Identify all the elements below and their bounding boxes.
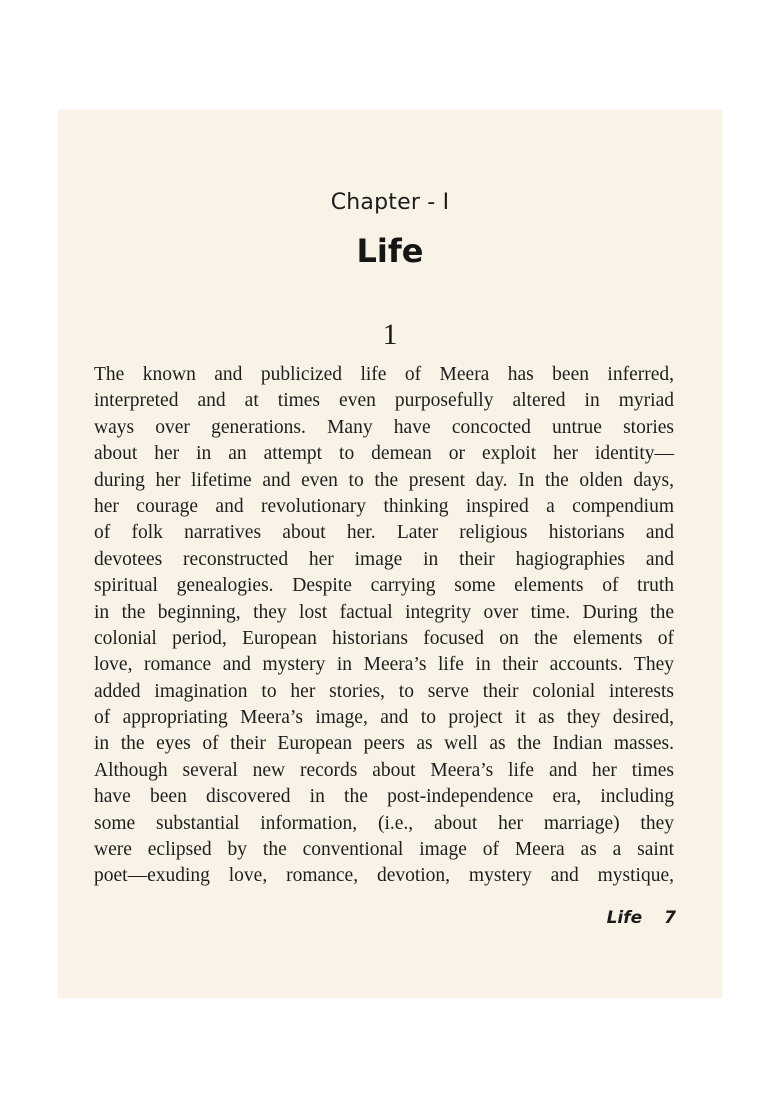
text-line: added imagination to her stories, to serve their colonial interests: [94, 680, 674, 702]
chapter-label: Chapter - I: [330, 190, 450, 215]
section-number: 1: [382, 318, 398, 351]
running-title: Life: [606, 908, 643, 928]
text-line: some substantial information, (i.e., about her marriage) they: [94, 812, 674, 834]
text-line: of folk narratives about her. Later religious historians and: [94, 522, 674, 544]
text-line: poet—exuding love, romance, devotion, mystery and mystique,: [94, 865, 674, 887]
text-line: in the beginning, they lost factual integrity over time. During the: [94, 601, 674, 623]
text-line: colonial period, European historians focused on the elements of: [94, 627, 674, 649]
page-number: 7: [664, 908, 676, 928]
text-line: Although several new records about Meera’s life and her times: [94, 759, 674, 781]
text-line: during her lifetime and even to the present day. In the olden days,: [94, 469, 674, 491]
text-line: about her in an attempt to demean or exploit her identity—: [94, 443, 674, 465]
chapter-title: Life: [356, 232, 424, 270]
text-line: her courage and revolutionary thinking inspired a compendium: [94, 495, 674, 517]
text-line: interpreted and at times even purposefully altered in myriad: [94, 390, 674, 412]
text-line: have been discovered in the post-independence era, including: [94, 786, 674, 808]
text-line: were eclipsed by the conventional image of Meera as a saint: [94, 839, 674, 861]
text-line: devotees reconstructed her image in their hagiographies and: [94, 548, 674, 570]
text-line: of appropriating Meera’s image, and to project it as they desired,: [94, 707, 674, 729]
text-line: spiritual genealogies. Despite carrying some elements of truth: [94, 575, 674, 597]
body-paragraph: [94, 362, 674, 890]
page-footer: [607, 908, 676, 928]
text-line: in the eyes of their European peers as well as the Indian masses.: [94, 733, 674, 755]
text-line: love, romance and mystery in Meera’s life in their accounts. They: [94, 654, 674, 676]
text-line: The known and publicized life of Meera has been inferred,: [94, 364, 674, 385]
text-line: ways over generations. Many have concocted untrue stories: [94, 416, 674, 438]
